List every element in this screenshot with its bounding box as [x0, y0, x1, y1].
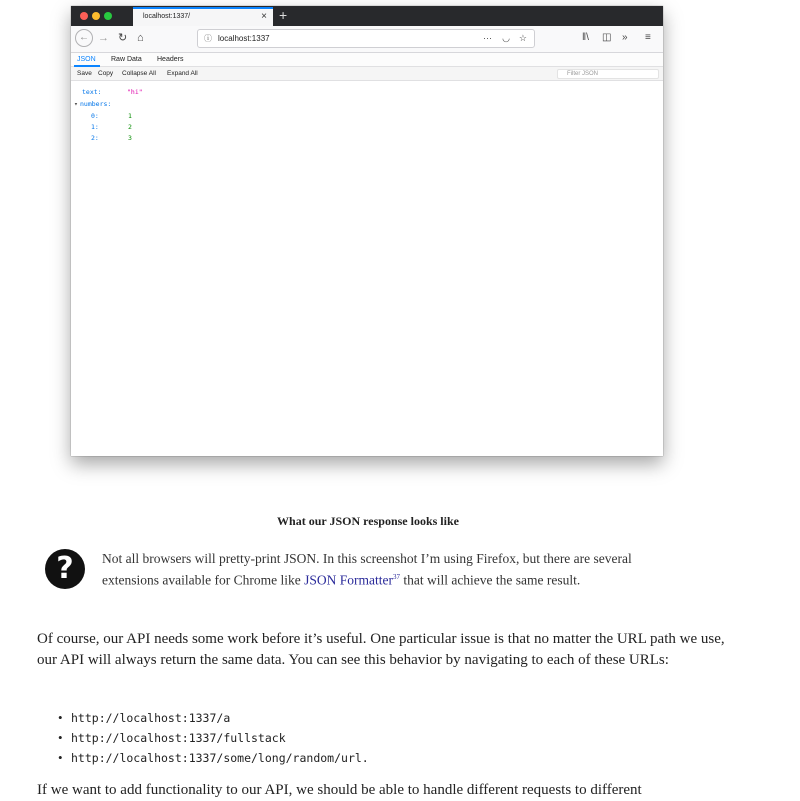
forward-icon[interactable]: →: [98, 32, 109, 44]
json-key: numbers:: [80, 100, 112, 108]
json-number-value: 3: [128, 134, 132, 142]
json-toolbar: [71, 67, 663, 81]
navigation-bar: [71, 26, 663, 53]
json-index: 1:: [91, 123, 99, 131]
collapse-all-button[interactable]: Collapse All: [122, 70, 156, 77]
filter-json-placeholder: Filter JSON: [567, 71, 599, 77]
footnote-ref[interactable]: 37: [392, 573, 400, 581]
address-bar-url[interactable]: localhost:1337: [218, 34, 270, 43]
callout-text: [102, 549, 662, 590]
overflow-menu-icon[interactable]: »: [622, 32, 628, 43]
browser-screenshot: [71, 6, 663, 456]
library-icon[interactable]: ‖\: [582, 32, 589, 43]
maximize-window-icon[interactable]: [104, 12, 112, 20]
page-actions-icon[interactable]: ···: [483, 33, 492, 43]
list-item: • http://localhost:1337/some/long/random/url.: [58, 748, 369, 768]
json-index: 2:: [91, 134, 99, 142]
json-index: 0:: [91, 112, 99, 120]
body-paragraph: Of course, our API needs some work before it’s useful. One particular issue is that no matter the URL path we use, our API will always return the same data. You can see this behavior by navigating to each of these URLs:: [37, 631, 725, 668]
close-tab-icon[interactable]: ×: [261, 11, 267, 22]
url-list: [58, 708, 369, 768]
json-key: text:: [82, 88, 102, 96]
json-string-value: "hi": [127, 88, 143, 96]
tab-headers[interactable]: Headers: [157, 56, 184, 63]
list-item: • http://localhost:1337/fullstack: [58, 728, 369, 748]
json-number-value: 1: [128, 112, 132, 120]
json-viewer-tabs: [71, 53, 663, 67]
close-window-icon[interactable]: [80, 12, 88, 20]
browser-tab[interactable]: [133, 7, 273, 26]
callout-text-after: that will achieve the same result.: [399, 572, 581, 588]
sidebar-icon[interactable]: ◫: [602, 32, 612, 43]
browser-titlebar: [71, 6, 663, 26]
back-icon[interactable]: ←: [75, 29, 93, 47]
address-bar[interactable]: [197, 29, 535, 48]
list-item: • http://localhost:1337/a: [58, 708, 369, 728]
expand-all-button[interactable]: Expand All: [167, 70, 198, 77]
body-paragraph: If we want to add functionality to our API, we should be able to handle different requests to different: [37, 782, 642, 798]
tab-raw-data[interactable]: Raw Data: [111, 56, 142, 63]
json-number-value: 2: [128, 123, 132, 131]
copy-button[interactable]: Copy: [98, 70, 114, 77]
question-circle-icon: ?: [45, 549, 85, 589]
save-button[interactable]: Save: [77, 70, 92, 77]
callout-text-before: Not all browsers will pretty-print JSON. In this screenshot I’m using Firefox, but there are several extensions available for Chrome like: [102, 551, 632, 588]
json-formatter-link[interactable]: JSON Formatter: [304, 572, 393, 588]
hamburger-menu-icon[interactable]: ≡: [645, 32, 651, 43]
minimize-window-icon[interactable]: [92, 12, 100, 20]
info-icon[interactable]: ⓘ: [204, 34, 212, 43]
reload-icon[interactable]: ↻: [118, 32, 128, 44]
new-tab-icon[interactable]: +: [279, 7, 288, 23]
pocket-icon[interactable]: ◡: [502, 33, 510, 43]
tab-json[interactable]: JSON: [77, 56, 96, 63]
bookmark-star-icon[interactable]: ☆: [518, 33, 527, 43]
filter-json-input[interactable]: [557, 69, 659, 79]
home-icon[interactable]: ⌂: [137, 32, 144, 44]
figure-caption: What our JSON response looks like: [277, 514, 459, 528]
expand-toggle-icon[interactable]: ▾: [74, 100, 78, 108]
tab-title: localhost:1337/: [143, 13, 191, 20]
